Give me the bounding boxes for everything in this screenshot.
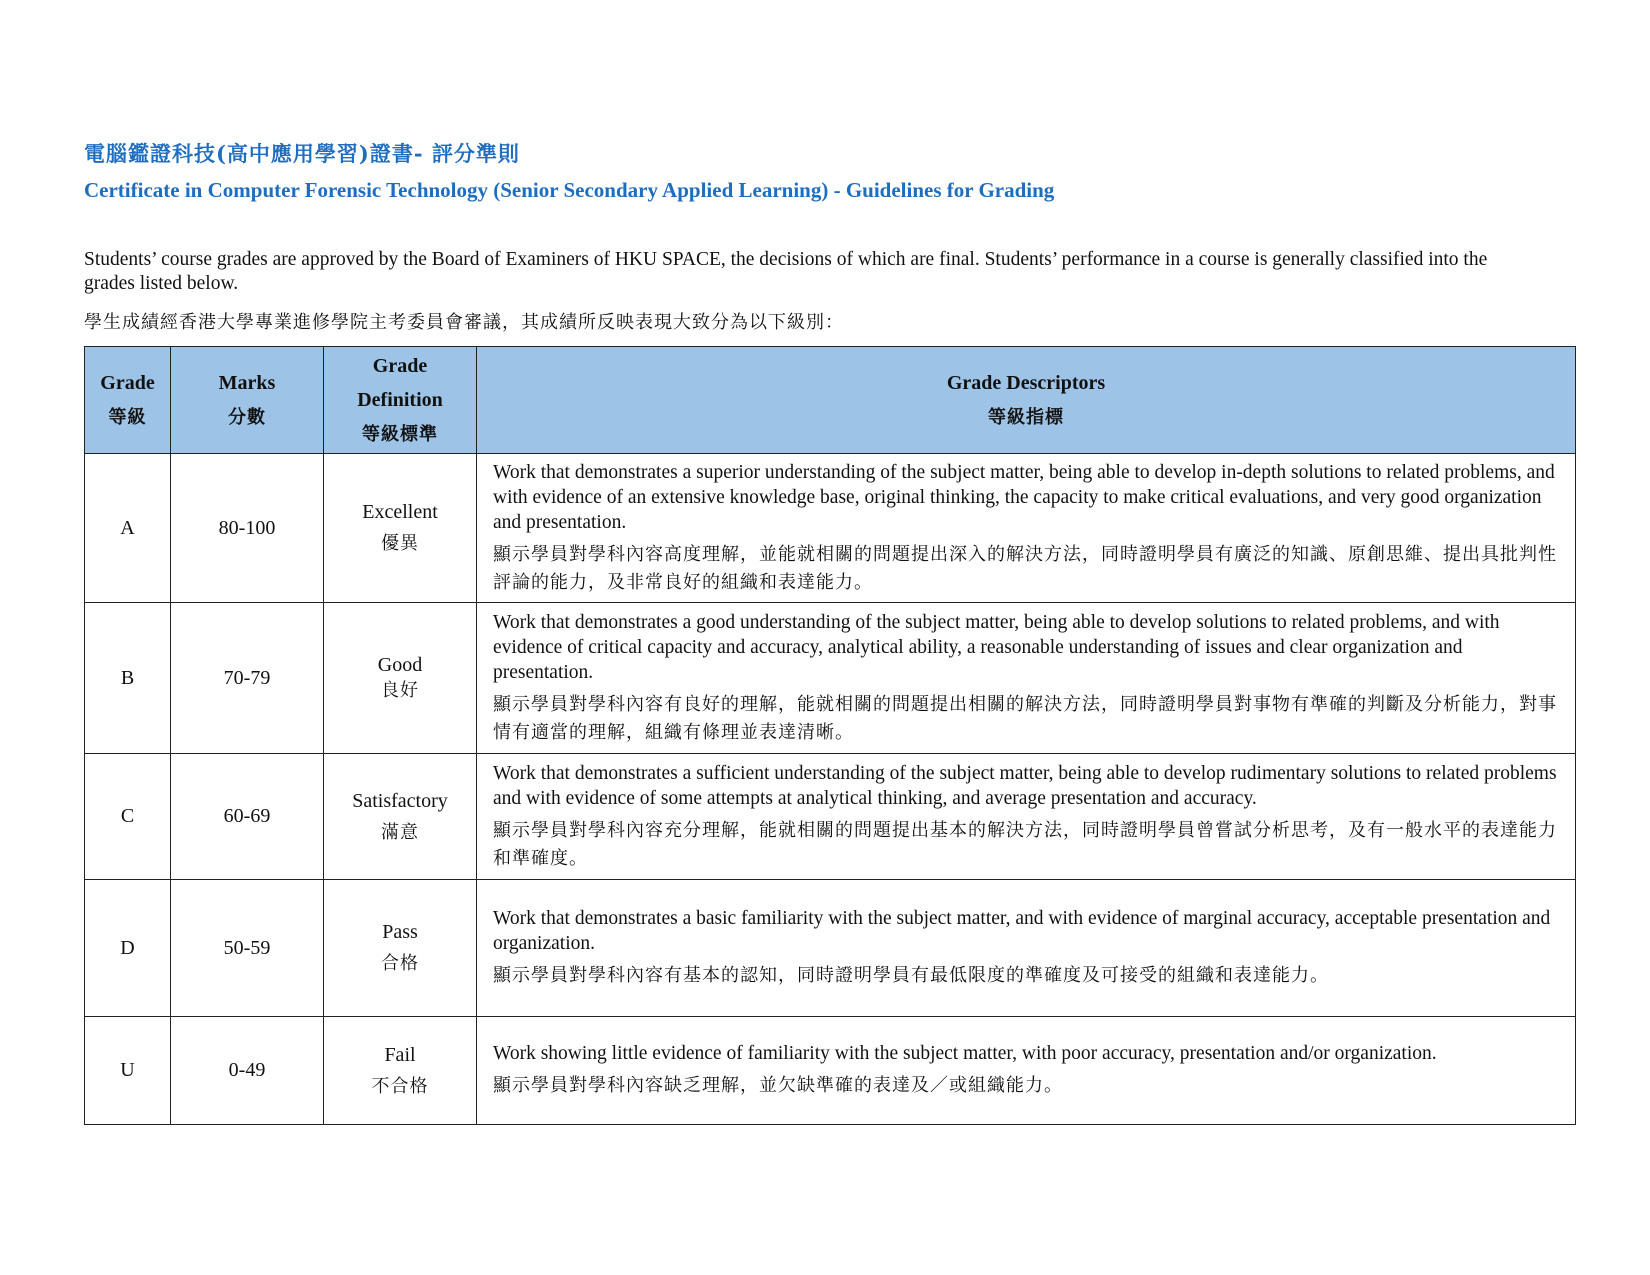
descriptor-zh: 顯示學員對學科內容有良好的理解，能就相關的問題提出相關的解決方法，同時證明學員對事物有準確的判斷及分析能力，對事情有適當的理解，組織有條理並表達清晰。 xyxy=(493,693,1557,743)
marks-cell: 0-49 xyxy=(171,1017,324,1125)
grade-cell: B xyxy=(85,603,171,754)
table-row xyxy=(85,880,1576,1017)
descriptor-cell xyxy=(477,454,1576,603)
marks-cell: 70-79 xyxy=(171,603,324,754)
descriptor-cell xyxy=(477,880,1576,1017)
definition-cell xyxy=(324,880,477,1017)
header-marks-zh: 分數 xyxy=(228,406,266,428)
definition-cell xyxy=(324,754,477,880)
descriptor-zh: 顯示學員對學科內容充分理解，能就相關的問題提出基本的解決方法，同時證明學員曾嘗試分析思考，及有一般水平的表達能力和準確度。 xyxy=(493,819,1557,869)
header-definition-zh: 等級標準 xyxy=(362,423,438,445)
definition-en: Pass xyxy=(382,921,418,943)
definition-cell xyxy=(324,454,477,603)
definition-zh: 良好 xyxy=(381,680,419,701)
header-grade xyxy=(85,347,171,454)
table-row xyxy=(85,754,1576,880)
table-row xyxy=(85,603,1576,754)
marks-cell: 60-69 xyxy=(171,754,324,880)
descriptor-en: Work showing little evidence of familiarity with the subject matter, with poor accuracy, presentation and/or organization. xyxy=(493,1043,1437,1064)
header-definition xyxy=(324,347,477,454)
header-grade-en: Grade xyxy=(100,371,155,394)
grade-cell: C xyxy=(85,754,171,880)
definition-cell xyxy=(324,603,477,754)
marks-cell: 50-59 xyxy=(171,880,324,1017)
header-marks-en: Marks xyxy=(218,371,276,394)
header-descriptors xyxy=(477,347,1576,454)
descriptor-en: Work that demonstrates a sufficient understanding of the subject matter, being able to develop rudimentary solutions to related problems and with evidence of some attempts at analytical thinking, and average presentation and accuracy. xyxy=(493,762,1557,809)
definition-en: Satisfactory xyxy=(352,789,448,812)
header-marks xyxy=(171,347,324,454)
header-grade-zh: 等級 xyxy=(108,406,147,428)
definition-zh: 合格 xyxy=(381,953,419,974)
definition-en: Excellent xyxy=(362,501,438,523)
header-definition-en: Grade Definition xyxy=(357,354,443,411)
definition-en: Good xyxy=(377,654,423,676)
definition-zh: 滿意 xyxy=(381,821,419,843)
definition-cell xyxy=(324,1017,477,1125)
definition-zh: 優異 xyxy=(381,533,419,554)
descriptor-cell xyxy=(477,754,1576,880)
definition-zh: 不合格 xyxy=(371,1075,429,1097)
grade-cell: U xyxy=(85,1017,171,1125)
table-row xyxy=(85,454,1576,603)
descriptor-zh: 顯示學員對學科內容缺乏理解，並欠缺準確的表達及／或組織能力。 xyxy=(493,1075,1063,1096)
table-header-row xyxy=(85,347,1576,454)
descriptor-cell xyxy=(477,1017,1576,1125)
intro-paragraph-chinese: 學生成績經香港大學專業進修學院主考委員會審議，其成績所反映表現大致分為以下級別： xyxy=(84,312,844,333)
header-descriptors-zh: 等級指標 xyxy=(988,406,1064,428)
definition-en: Fail xyxy=(384,1043,416,1066)
document-title-english: Certificate in Computer Forensic Technology (Senior Secondary Applied Learning) - Guidelines for Grading xyxy=(84,178,1055,202)
descriptor-zh: 顯示學員對學科內容高度理解，並能就相關的問題提出深入的解決方法，同時證明學員有廣泛的知識、原創思維、提出具批判性評論的能力，及非常良好的組織和表達能力。 xyxy=(493,543,1557,593)
descriptor-cell xyxy=(477,603,1576,754)
intro-paragraph-english: Students’ course grades are approved by the Board of Examiners of HKU SPACE, the decisions of which are final. Students’ performance in a course is generally classified into the grades listed below. xyxy=(84,249,1488,294)
descriptor-en: Work that demonstrates a basic familiarity with the subject matter, and with evidence of marginal accuracy, acceptable presentation and organization. xyxy=(493,908,1551,954)
header-descriptors-en: Grade Descriptors xyxy=(946,371,1106,394)
descriptor-en: Work that demonstrates a good understanding of the subject matter, being able to develop solutions to related problems, and with evidence of critical capacity and accuracy, analytical ability, a reasonable understanding of issues and clear organization and presentation. xyxy=(493,611,1500,683)
descriptor-zh: 顯示學員對學科內容有基本的認知，同時證明學員有最低限度的準確度及可接受的組織和表達能力。 xyxy=(493,965,1329,986)
descriptor-en: Work that demonstrates a superior understanding of the subject matter, being able to develop in-depth solutions to related problems, and with evidence of an extensive knowledge base, original thinking, the capacity to make critical evaluations, and very good organization and presentation. xyxy=(493,461,1555,533)
grading-table xyxy=(84,346,1576,1125)
table-row xyxy=(85,1017,1576,1125)
document-title-chinese: 電腦鑑證科技(高中應用學習)證書- 評分準則 xyxy=(84,141,520,166)
grade-cell: A xyxy=(85,454,171,603)
grade-cell: D xyxy=(85,880,171,1017)
marks-cell: 80-100 xyxy=(171,454,324,603)
